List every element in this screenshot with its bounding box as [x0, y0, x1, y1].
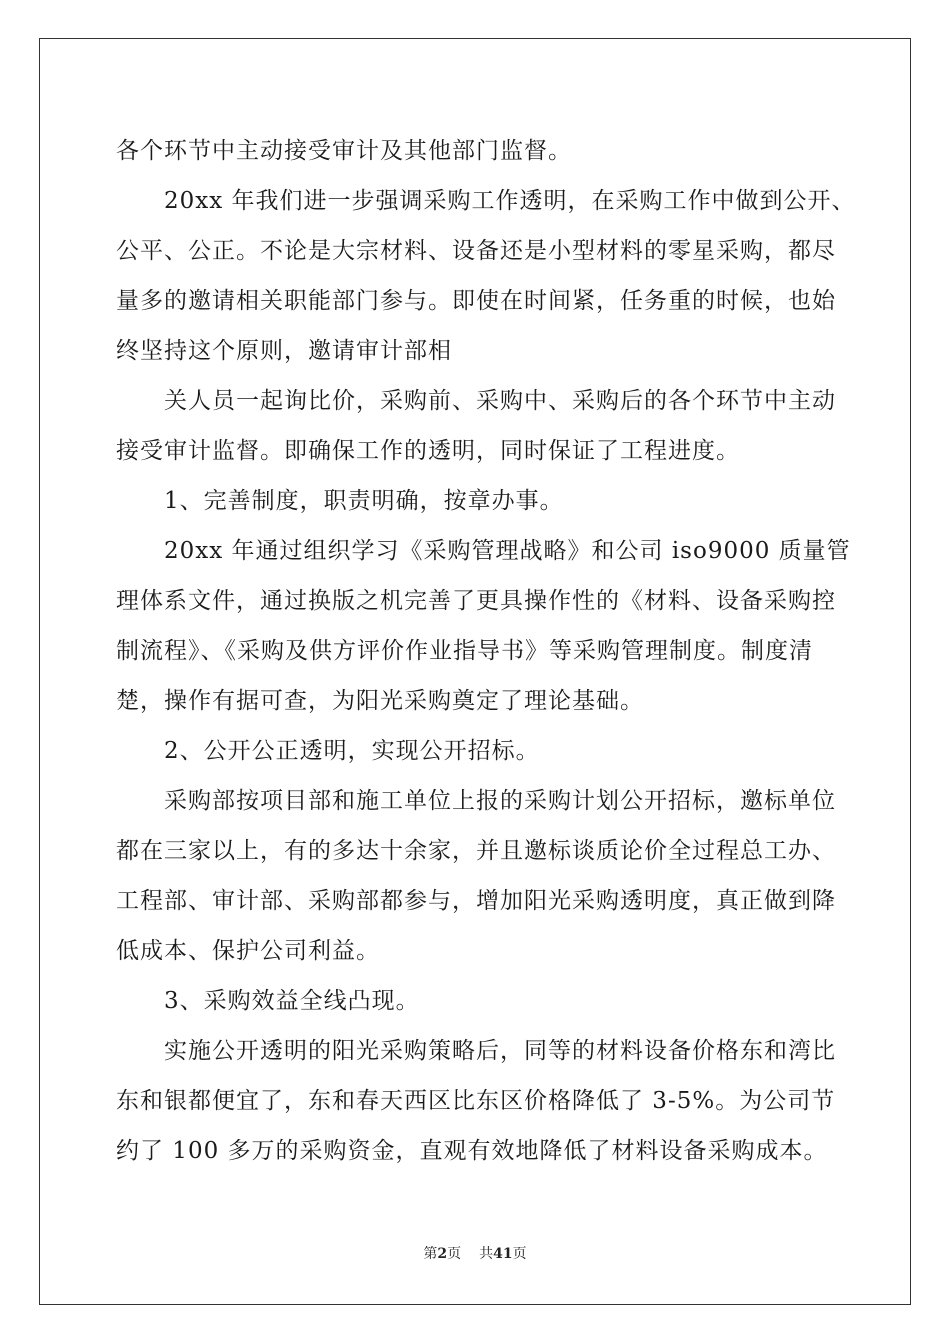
paragraph-line: 关人员一起询比价，采购前、采购中、采购后的各个环节中主动	[164, 388, 836, 414]
section-heading: 2、公开公正透明，实现公开招标。	[164, 738, 540, 764]
page-number: 2	[437, 1246, 448, 1262]
paragraph-line: 制流程》、《采购及供方评价作业指导书》等采购管理制度。制度清	[116, 638, 813, 664]
paragraph-line: 采购部按项目部和施工单位上报的采购计划公开招标，邀标单位	[164, 788, 836, 814]
paragraph-line: 各个环节中主动接受审计及其他部门监督。	[116, 138, 572, 164]
paragraph-line: 20xx 年我们进一步强调采购工作透明，在采购工作中做到公开、	[164, 188, 856, 214]
paragraph-line: 约了 100 多万的采购资金，直观有效地降低了材料设备采购成本。	[116, 1138, 828, 1164]
total-prefix: 共	[479, 1246, 494, 1262]
section-heading: 1、完善制度，职责明确，按章办事。	[164, 488, 564, 514]
paragraph-line: 工程部、审计部、采购部都参与，增加阳光采购透明度，真正做到降	[116, 888, 836, 914]
total-pages: 41	[493, 1246, 513, 1262]
section-heading: 3、采购效益全线凸现。	[164, 988, 420, 1014]
paragraph-line: 实施公开透明的阳光采购策略后，同等的材料设备价格东和湾比	[164, 1038, 836, 1064]
paragraph-line: 楚，操作有据可查，为阳光采购奠定了理论基础。	[116, 688, 644, 714]
paragraph-line: 接受审计监督。即确保工作的透明，同时保证了工程进度。	[116, 438, 740, 464]
paragraph-line: 量多的邀请相关职能部门参与。即使在时间紧，任务重的时候，也始	[116, 288, 836, 314]
paragraph-line: 理体系文件，通过换版之机完善了更具操作性的《材料、设备采购控	[116, 588, 836, 614]
page-prefix: 第	[423, 1246, 438, 1262]
page-suffix: 页	[447, 1246, 462, 1262]
document-body	[116, 126, 856, 1176]
page-footer	[0, 1244, 950, 1264]
paragraph-line: 20xx 年通过组织学习《采购管理战略》和公司 iso9000 质量管	[164, 538, 851, 564]
paragraph-line: 终坚持这个原则，邀请审计部相	[116, 338, 452, 364]
total-suffix: 页	[512, 1246, 527, 1262]
paragraph-line: 都在三家以上，有的多达十余家，并且邀标谈质论价全过程总工办、	[116, 838, 836, 864]
paragraph-line: 东和银都便宜了，东和春天西区比东区价格降低了 3-5%。为公司节	[116, 1088, 836, 1114]
paragraph-line: 公平、公正。不论是大宗材料、设备还是小型材料的零星采购，都尽	[116, 238, 836, 264]
paragraph-line: 低成本、保护公司利益。	[116, 938, 380, 964]
